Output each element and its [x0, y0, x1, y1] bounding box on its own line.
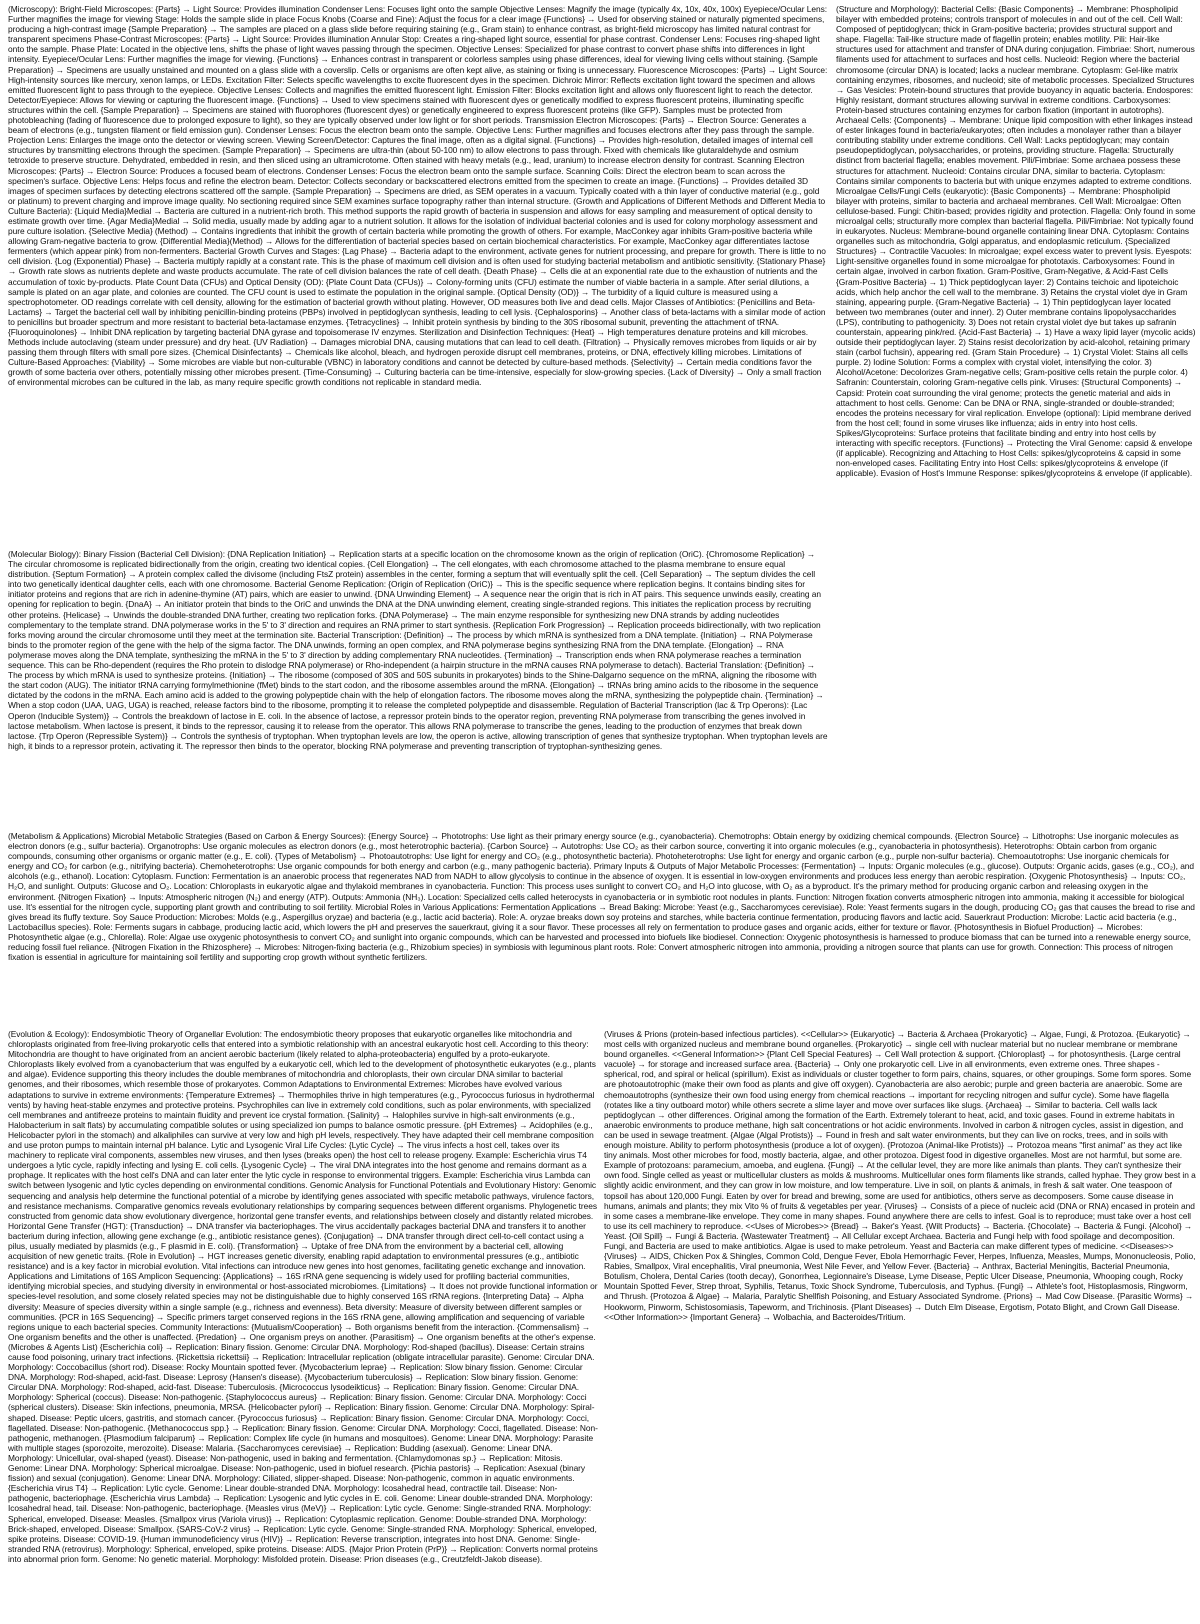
- structure-and-morphology-notes: (Structure and Morphology): Bacterial Cells: {Basic Components} → Membrane: Phospholipid bilayer with embedded proteins; controls transport of molecules in and out of the cell. Cell Wall: Composed of peptidoglycan; thick in Gram-positive bacteria; provides structural support and shape. Flagella: Tail-like structure made of flagellin protein; enables motility. Pili: Hair-like structures used for attachment and transfer of DNA during conjugation. Fimbriae: Short, numerous filaments used for attachment to surfaces and host cells. Nucleoid: Region where the bacterial chromosome (circular DNA) is located; lacks a nuclear membrane. Cytoplasm: Gel-like matrix containing enzymes, ribosomes, and nucleoid; site of metabolic processes. Specialized Structures → Gas Vesicles: Protein-bound structures that provide buoyancy in aquatic bacteria. Endospores: Highly resistant, dormant structures allowing survival in extreme conditions. Carboxysomes: Protein-based structures containing enzymes for carbon fixation (important in autotrophs). Archaeal Cells: {Components} → Membrane: Unique lipid composition with ether linkages instead of ester linkages found in bacteria/eukaryotes; often includes a monolayer rather than a bilayer contributing stability under extreme conditions. Cell Wall: Lacks peptidoglycan; may contain pseudopeptidoglycan, polysaccharides, or proteins, providing structure. Flagella: Structurally distinct from bacterial flagella; enables movement. Pili/Fimbriae: Some archaea possess these structures for attachment. Nucleoid: Contains circular DNA, similar to bacteria. Cytoplasm: Contains similar components to bacteria but with unique enzymes adapted to extreme conditions. Microalgae Cells/Fungi Cells (eukaryotic): {Basic Components} → Membrane: Phospholipid bilayer with proteins, similar to bacteria and archaeal membranes. Cell Wall: Microalgae: Often cellulose-based. Fungi: Chitin-based; provides rigidity and protection. Flagella: Only found in some microalgal cells; structurally more complex than bacterial flagella. Pili/Fimbriae: Not typically found in eukaryotes. Nucleus: Membrane-bound organelle containing linear DNA. Cytoplasm: Contains organelles such as mitochondria, Golgi apparatus, and endoplasmic reticulum. {Specialized Structures} → Contractile Vacuoles: In microalgae; expel excess water to prevent lysis. Eyespots: Light-sensitive organelles found in some microalgae for phototaxis. Carboxysomes: Found in certain algae, involved in carbon fixation. Gram-Positive, Gram-Negative, & Acid-Fast Cells {Gram-Positive Bacteria} → 1) Thick peptidoglycan layer: 2) Contains teichoic and lipoteichoic acids, which help anchor the cell wall to the membrane. 3) Retains the crystal violet dye in Gram staining, appearing purple. {Gram-Negative Bacteria} → 1) Thin peptidoglycan layer located between two membranes (outer and inner). 2) Outer membrane contains lipopolysaccharides (LPS), contributing to pathogenicity. 3) Does not retain crystal violet dye but takes up safranin counterstain, appearing pink/red. {Acid-Fast Bacteria} → 1) Have a waxy lipid layer (mycolic acids) outside their peptidoglycan layer. 2) Stains resist decolorization by acid-alcohol, retaining primary stain (carbol fuchsin), appearing red. {Gram Stain Procedure} → 1) Crystal Violet: Stains all cells purple. 2) Iodine Solution: Forms a complex with crystal violet, intensifying the color. 3) Alcohol/Acetone: Decolorizes Gram-negative cells; Gram-positive cells retain the purple color. 4) Safranin: Counterstain, coloring Gram-negative cells pink. Viruses: {Structural Components} → Capsid: Protein coat surrounding the viral genome; protects the genetic material and aids in attachment to host cells. Genome: Can be DNA or RNA, single-stranded or double-stranded; encodes the proteins necessary for viral replication. Envelope (optional): Lipid membrane derived from the host cell; found in some viruses like influenza; aids in entry into host cells. Spikes/Glycoproteins: Surface proteins that facilitate binding and entry into host cells by interacting with specific receptors. {Functions} → Protecting the Viral Genome: capsid & envelope (if applicable). Recognizing and Attaching to Host Cells: spikes/glycoproteins & capsid in some non-enveloped cases. Facilitating Entry into Host Cells: spikes/glycoproteins & envelope (if applicable). Evasion of Host's Immune Response: spikes/glycoproteins & envelope (if applicable).: [836, 4, 1196, 479]
- viruses-and-cell-types-notes: (Viruses & Prions (protein-based infectious particles). <<Cellular>> {Eukaryotic} → Bacteria & Archaea {Prokaryotic} → Algae, Fungi, & Protozoa. {Eukaryotic} → most cells with organized nucleus and membrane bound organelles. {Prokaryotic} → single cell with nuclear material but no nuclear membrane or membrane bound organelles. <<General Information>> {Plant Cell Special Features} → Cell Wall protection & support. {Chloroplast} → for photosynthesis. {Large central vacuole} → for storage and increased surface area. {Bacteria} → Only one prokaryotic cell. Live in all environments, even extreme ones. Three shapes - spherical, rod, and spiral or helical (spirillum). Exist as individuals or cluster together to form pairs, chains, squares, or other groupings. Some form spores. Some are photoautotrophic (make their own food as plants and give off oxygen). Cyanobacteria are also aerobic; purple and green bacteria are anaerobic. Some are chemoautotrophs (synthesize their own food using energy from chemical reactions → important for recycling nitrogen and sulfur cycle). Some have flagella (rotates like a tiny outboard motor) while others secrete a slime layer and move over surfaces like slugs. {Archaea} → Similar to bacteria. Cell walls lack peptidoglycan → other differences. Original among the formation of the Earth. Extremely tolerant to heat, acid, and toxic gases. Found in extreme habitats in anaerobic environments to produce methane, high salt concentrations or hot acidic environments. Involved in carbon & nitrogen cycles, assist in digestion, and can be used in sewage treatment. {Algae (Algal Protists)} → Found in fresh and salt water environments, but they can live on rocks, trees, and in soils with enough moisture. Ability to perform photosynthesis (produce a lot of oxygen). {Protozoa (Animal-like Protists)} → Protozoa means "first animal" as they act like tiny animals. Most other microbes for food, mostly bacteria, algae, and other protozoa. Digest food in digestive organelles. Most are not harmful, but some are. Example of protozoans: paramecium, amoeba, and euglena. {Fungi} → At the cellular level, they are more like animals than plants. They can't synthesize their own food. Single celled as yeast or multicellular clusters as molds & mushrooms. Multicellular ones form filaments like strands, called hyphae. They grow best in a slightly acidic environment, and they can grow in low moisture, and low temperature. Live in soil, on plants & animals, in fresh & salt water. One teaspoon of topsoil has about 120,000 Fungi. Eaten by over for bread and brewing, some are used for antibiotics, others serve as decomposers. Some cause disease in humans, animals and plants; they mix Vito % of fruits & vegetables per year. {Viruses} → Consists of a piece of nucleic acid (DNA or RNA) encased in protein and in some cases a membrane-like envelope. They come in many shapes. Found anywhere there are cells to infest. Goal is to reproduce; must take over a host cell to use its cell machinery to reproduce. <<Uses of Microbes>> {Bread} → Baker's Yeast. {Wilt Products} → Bacteria. {Chocolate} → Bacteria & Fungi. {Alcohol} → Yeast. {Oil Spill} → Fungi & Bacteria. {Wastewater Treatment} → All Cellular except Archaea. Bacteria and Fungi help with food spoilage and decomposition. Fungi, and Bacteria are used to make antibiotics. Algae is used to make petroleum. Yeast and Bacteria can make different types of medicine. <<Diseases>> {Viruses} → AIDS, Chicken Pox & Shingles, Common Cold, Dengue Fever, Ebola Hemorrhagic Fever, Herpes, Influenza, Measles, Mumps, Mononucleosis, Polio, Rabies, Smallpox, Viral encephalitis, Viral pneumonia, West Nile Fever, and Yellow Fever. {Bacteria} → Anthrax, Bacterial Meningitis, Bacterial Pneumonia, Botulism, Cholera, Dental Caries (tooth decay), Gonorrhea, Legionnaire's Disease, Lyme Disease, Peptic Ulcer Disease, Pneumonia, Whooping cough, Rocky Mountain Spotted Fever, Strep throat, Syphilis, Tetanus, Toxic Shock Syndrome, Tuberculosis, and Typhus. {Fungi} → Athlete's foot, Histoplasmosis, Ringworm, and Thrush. {Protozoa & Algae} → Malaria, Paralytic Shellfish Poisoning, and Estuary Associated Syndrome. {Prions} → Mad Cow Disease. {Parasitic Worms} → Hookworm, Pinworm, Schistosomiasis, Tapeworm, and Trichinosis. {Plant Diseases} → Dutch Elm Disease, Ergotism, Potato Blight, and Crown Gall Disease. <<Other Information>> {Important Genera} → Wolbachia, and Bacteroides/Tritium.: [604, 1029, 1196, 1322]
- microscopy-and-culture-notes: (Microscopy): Bright-Field Microscopes: {Parts} → Light Source: Provides illumination Condenser Lens: Focuses light onto the sample Objective Lenses: Magnify the image (typically 4x, 10x, 40x, 100x) Eyepiece/Ocular Lens: Further magnifies the image for viewing Stage: Holds the sample slide in place Focus Knobs (Coarse and Fine): Adjust the focus for a clear image {Functions} → Used for observing stained or naturally pigmented specimens, producing a high-contrast image {Sample Preparation} → The samples are placed on a glass slide before requiring staining (e.g., Gram stain) to enhance contrast, as bright-field microscopy has limited natural contrast for transparent specimens Phase-Contrast Microscopes: {Parts} → Light Source: Provides illumination Annular Stop: Creates a ring-shaped light source, essential for phase contrast. Condenser Lens: Focuses ring-shaped light onto the sample. Phase Plate: Located in the objective lens, shifts the phase of light waves passing through the specimen. Objective Lenses: Specialized for phase contrast to convert phase shifts into differences in light intensity. Eyepiece/Ocular Lens: Further magnifies the image for viewing. {Functions} → Enhances contrast in transparent or colorless samples using phase differences, ideal for viewing living cells without staining. {Sample Preparation} → Specimens are usually unstained and mounted on a glass slide with a coverslip. Cells or organisms are often kept alive, as staining or fixing is unnecessary. Fluorescence Microscopes: {Parts} → Light Source: High-intensity sources like mercury, xenon lamps, or LEDs. Excitation Filter: Selects specific wavelengths to excite fluorescent dyes in the specimen. Dichroic Mirror: Reflects excitation light toward the specimen and allows emitted fluorescent light to pass through to the eyepiece. Objective Lenses: Collects and magnifies the emitted fluorescent light. Emission Filter: Blocks excitation light and allows only fluorescent light to reach the detector. Detector/Eyepiece: Allows for viewing or capturing the fluorescent image. {Functions} → Used to view specimens stained with fluorescent dyes or genetically modified to express fluorescent proteins, illuminating specific structures within the cell. {Sample Preparation} → Specimens are stained with fluorophores (fluorescent dyes) or genetically engineered to express fluorescent proteins (like GFP). Samples must be protected from photobleaching (fading of fluorescence due to prolonged exposure to light), so they are typically observed under low light or for short periods. Transmission Electron Microscopes: {Parts} → Electron Source: Generates a beam of electrons (e.g., tungsten filament or field emission gun). Condenser Lenses: Focus the electron beam onto the sample. Objective Lens: Further magnifies and focuses electrons after they pass through the sample. Projection Lens: Enlarges the image onto the detector or viewing screen. Viewing Screen/Detector: Captures the final image, often as a digital signal. {Functions} → Provides high-resolution, detailed images of internal cell structures by transmitting electrons through the specimen. {Sample Preparation} → Specimens are ultra-thin (about 50-100 nm) to allow electrons to pass through. Fixed with chemicals like glutaraldehyde and osmium tetroxide to preserve structure. Dehydrated, embedded in resin, and then sliced using an ultramicrotome. Often stained with heavy metals (e.g., lead, uranium) to increase electron density for contrast. Scanning Electron Microscopes: {Parts} → Electron Source: Produces a focused beam of electrons. Condenser Lenses: Focus the electron beam onto the sample surface. Scanning Coils: Direct the electron beam to scan across the specimen's surface. Objective Lens: Helps focus and refine the electron beam. Detector: Collects secondary or backscattered electrons emitted from the specimen to create an image. {Functions} → Provides detailed 3D images of specimen surfaces by detecting electrons scattered off the sample. {Sample Preparation} → Specimens are dried, as SEM operates in a vacuum. Typically coated with a thin layer of conductive material (e.g., gold or platinum) to prevent charging and improve image quality. No sectioning required since SEM examines surface topography rather than internal structure. (Growth and Applications of Different Methods and Different Media to Culture Bacteria): {Liquid Media}Medial → Bacteria are cultured in a nutrient-rich broth. This method supports the rapid growth of bacteria in suspension and allows for easy sampling and measurement of optical density to estimate growth over time. {Agar Media}Medial → Solid media, usually made by adding agar to a nutrient solution. It allows for the isolation of individual bacterial colonies and is used for colony morphology assessment and pure culture isolation. {Selective Media} (Method) → Contains ingredients that inhibit the growth of certain bacteria while promoting the growth of others. For example, MacConkey agar inhibits Gram-positive bacteria while allowing Gram-negative bacteria to grow. {Differential Media}(Method) → Allows for the differentiation of bacterial species based on certain biochemical characteristics. For example, MacConkey agar differentiates lactose fermenters (which appear pink) from non-fermenters. Bacterial Growth Curves and Stages: {Lag Phase} → Bacteria adapt to the environment, activate genes for nutrient processing, and prepare for growth. There is little to no cell division. {Log (Exponential) Phase} → Bacteria multiply rapidly at a constant rate. This is the phase of maximum cell division and is often used for studying bacterial metabolism and antibiotic sensitivity. {Stationary Phase} → Growth rate slows as nutrients deplete and waste products accumulate. The rate of cell division balances the rate of cell death. {Death Phase} → Cells die at an exponential rate due to the exhaustion of nutrients and the accumulation of toxic by-products. Plate Count Data (CFUs) and Optical Density (OD): {Plate Count Data (CFUs)} → Colony-forming units (CFU) estimate the number of viable bacteria in a sample. After serial dilutions, a sample is plated on an agar plate, and colonies are counted. The CFU count is used to estimate the population in the original sample. {Optical Density (OD)} → The turbidity of a liquid culture is measured using a spectrophotometer. OD readings correlate with cell density, allowing for the estimation of bacterial growth without plating. However, OD measures both live and dead cells. Major Classes of Antibiotics: {Penicillins and Beta-Lactams} → Target the bacterial cell wall by inhibiting penicillin-binding proteins (PBPs) involved in peptidoglycan synthesis, leading to cell lysis. {Cephalosporins} → Another class of beta-lactams with a similar mode of action to penicillins but broader spectrum and more resistant to bacterial beta-lactamase enzymes. {Tetracyclines} → Inhibit protein synthesis by binding to the 30S ribosomal subunit, preventing the attachment of tRNA. {Fluoroquinolones} → Inhibit DNA replication by targeting bacterial DNA gyrase and topoisomerase IV enzymes. Sterilization and Disinfection Techniques: {Heat} → High temperatures denature proteins and kill microbes. Methods include autoclaving (steam under pressure) and dry heat. {UV Radiation} → Damages microbial DNA, causing mutations that can lead to cell death. {Filtration} → Physically removes microbes from liquids or air by passing them through filters with small pore sizes. {Chemical Disinfectants} → Chemicals like alcohol, bleach, and hydrogen peroxide disrupt cell membranes, proteins, or DNA, effectively killing microbes. Limitations of Culture-Based Approaches: {Viability} → Some microbes are viable but non-culturable (VBNC) in laboratory conditions and cannot be detected by culture-based methods. {Selectivity} → Certain media conditions favor the growth of some bacteria over others, potentially missing other microbes present. {Time-Consuming} → Culturing bacteria can be time-intensive, especially for slow-growing species. {Lack of Diversity} → Only a small fraction of environmental microbes can be cultured in the lab, as many require specific growth conditions not replicable in standard media.: [8, 4, 828, 388]
- evolution-and-ecology-notes: (Evolution & Ecology): Endosymbiotic Theory of Organellar Evolution: The endosymbiotic theory proposes that eukaryotic organelles like mitochondria and chloroplasts originated from free-living prokaryotic cells that entered into a symbiotic relationship with an ancestral eukaryotic host cell. According to this theory: Mitochondria are thought to have originated from an ancient aerobic bacterium (likely related to alpha-proteobacteria) engulfed by a proto-eukaryote. Chloroplasts likely evolved from a cyanobacterium that was engulfed by a eukaryotic cell, which led to the development of photosynthetic eukaryotes (e.g., plants and algae). Evidence supporting this theory includes the double membranes of mitochondria and chloroplasts, their own circular DNA similar to bacterial genomes, and their ribosomes, which resemble those of prokaryotes. Common Adaptations to Environmental Extremes: Microbes have evolved various adaptations to survive in extreme environments: {Temperature Extremes} → Thermophiles thrive in high temperatures (e.g., Pyrococcus furiosus in hydrothermal vents) by having heat-stable enzymes and protective proteins. Psychrophiles can live in extremely cold conditions, such as polar environments, with specialized cell membranes and antifreeze proteins to maintain fluidity and prevent ice crystal formation. {Salinity} → Halophiles survive in high-salt environments (e.g., Halobacterium in salt flats) by accumulating compatible solutes or using specialized ion pumps to balance osmotic pressure. {pH Extremes} → Acidophiles (e.g., Helicobacter pylori in the stomach) and alkaliphiles can survive at very low and high pH levels, respectively. They have adapted their cell membrane composition and use proton pumps to maintain internal pH balance. Lytic and Lysogenic Viral Life Cycles: {Lytic Cycle} → The virus infects a host cell, takes over its machinery to replicate viral components, assembles new viruses, and then lyses (breaks open) the host cell to release progeny. Example: Escherichia virus T4 undergoes a lytic cycle, rapidly infecting and lysing E. coli cells. {Lysogenic Cycle} → The viral DNA integrates into the host genome and remains dormant as a prophage. It replicates with the host cell's DNA and can later enter the lytic cycle in response to environmental triggers. Example: Escherichia virus Lambda can switch between lysogenic and lytic cycles depending on environmental conditions. Genomic Analysis for Functional Potentials and Evolutionary History: Genomic sequencing and analysis help determine the functional potential of a microbe by identifying genes associated with specific metabolic pathways, virulence factors, and resistance mechanisms. Comparative genomics reveals evolutionary relationships by comparing sequences between different organisms. Phylogenetic trees constructed from genomic data show evolutionary divergence, horizontal gene transfer events, and relationships between closely and distantly related microbes. Horizontal Gene Transfer (HGT): {Transduction} → DNA transfer via bacteriophages. The virus accidentally packages bacterial DNA and transfers it to another bacterium during infection, allowing gene exchange (e.g., antibiotic resistance genes). {Conjugation} → DNA transfer through direct cell-to-cell contact using a pilus, usually mediated by plasmids (e.g., F plasmid in E. coli). {Transformation} → Uptake of free DNA from the environment by a bacterial cell, allowing acquisition of new genetic traits. {Role in Evolution} → HGT increases genetic diversity, enabling rapid adaptation to environmental pressures (e.g., antibiotic resistance) and is a key factor in microbial evolution. Vital infections can introduce new genes into host genomes, facilitating genetic exchange and innovation. Applications and Limitations of 16S Amplicon Sequencing: {Applications} → 16S rRNA gene sequencing is widely used for profiling bacterial communities, identifying microbial species, and studying diversity in environmental or host-associated microbiomes. {Limitations} → It does not provide functional information or species-level resolution, and some closely related species may not be distinguishable due to highly conserved 16S rRNA regions. {Interpreting Data} → Alpha diversity: Measure of species diversity within a single sample (e.g., richness and evenness). Beta diversity: Measure of diversity between different samples or communities. {PCR in 16S Sequencing} → Specific primers target conserved regions in the 16S rRNA gene, allowing amplification and sequencing of variable regions unique to each bacterial species. Community Interactions: {Mutualism/Cooperation} → Both organisms benefit from the interaction. {Commensalism} → One organism benefits and the other is unaffected. {Predation} → One organism preys on another. {Parasitism} → One organism benefits at the other's expense. (Microbes & Agents List) {Escherichia coli} → Replication: Binary fission. Genome: Circular DNA. Morphology: Rod-shaped (bacillus). Disease: Certain strains cause food poisoning, urinary tract infections. {Rickettsia rickettsii} → Replication: Intracellular replication (obligate intracellular parasite). Genome: Circular DNA. Morphology: Coccobacillus (short rod). Disease: Rocky Mountain spotted fever. {Mycobacterium leprae} → Replication: Slow binary fission. Genome: Circular DNA. Morphology: Rod-shaped, acid-fast. Disease: Leprosy (Hansen's disease). {Mycobacterium tuberculosis} → Replication: Slow binary fission. Genome: Circular DNA. Morphology: Rod-shaped, acid-fast. Disease: Tuberculosis. {Micrococcus lysodeikticus} → Replication: Binary fission. Genome: Circular DNA. Morphology: Spherical (coccus). Disease: Non-pathogenic. {Staphylococcus aureus} → Replication: Binary fission. Genome: Circular DNA. Morphology: Cocci (spherical clusters). Disease: Skin infections, pneumonia, MRSA. {Helicobacter pylori} → Replication: Binary fission. Genome: Circular DNA. Morphology: Spiral-shaped. Disease: Peptic ulcers, gastritis, and stomach cancer. {Pyrococcus furiosus} → Replication: Binary fission. Genome: Circular DNA. Morphology: Cocci, flagellated. Disease: Non-pathogenic. {Methanococcus spp.} → Replication: Binary fission. Genome: Circular DNA. Morphology: Cocci, flagellated. Disease: Non-pathogenic, methanogen. {Plasmodium falciparum} → Replication: Complex life cycle (in humans and mosquitoes). Genome: Linear DNA. Morphology: Parasite with multiple stages (sporozoite, merozoite). Disease: Malaria. {Saccharomyces cerevisiae} → Replication: Budding (asexual). Genome: Linear DNA. Morphology: Unicellular, oval-shaped (yeast). Disease: Non-pathogenic, used in baking and fermentation. {Chlamydomonas sp.} → Replication: Mitosis. Genome: Linear DNA. Morphology: Spherical microalgae. Disease: Non-pathogenic, used in biofuel research. {Pichia pastoris} → Replication: Asexual (binary fission) and sexual (conjugation). Genome: Linear DNA. Morphology: Ciliated, slipper-shaped. Disease: Non-pathogenic, common in aquatic environments. {Escherichia virus T4} → Replication: Lytic cycle. Genome: Linear double-stranded DNA. Morphology: Icosahedral head, contractile tail. Disease: Non-pathogenic, bacteriophage. {Escherichia virus Lambda} → Replication: Lysogenic and lytic cycles in E. coli. Genome: Linear double-stranded DNA. Morphology: Icosahedral head, tail. Disease: Non-pathogenic, bacteriophage. {Measles virus (MeV)} → Replication: Lytic cycle. Genome: Single-stranded RNA. Morphology: Spherical, enveloped. Disease: Measles. {Smallpox virus (Variola virus)} → Replication: Cytoplasmic replication. Genome: Double-stranded DNA. Morphology: Brick-shaped, enveloped. Disease: Smallpox. {SARS-CoV-2 virus} → Replication: Lytic cycle. Genome: Single-stranded RNA. Morphology: Spherical, enveloped, spike proteins. Disease: COVID-19. {Human immunodeficiency virus (HIV)} → Replication: Reverse transcription, integrates into host DNA. Genome: Single-stranded RNA (retrovirus). Morphology: Spherical, enveloped, spike proteins. Disease: AIDS. {Major Prion Protein (PrP)} → Replication: Converts normal proteins into abnormal prion form. Genome: No genetic material. Morphology: Misfolded protein. Disease: Prion diseases (e.g., Creutzfeldt-Jakob disease).: [8, 1029, 598, 1564]
- molecular-biology-notes: (Molecular Biology): Binary Fission (Bacterial Cell Division): {DNA Replication Initiation} → Replication starts at a specific location on the chromosome known as the origin of replication (OriC). {Chromosome Replication} → The circular chromosome is replicated bidirectionally from the origin, creating two identical copies. {Cell Elongation} → The cell elongates, with each chromosome attached to the plasma membrane to ensure equal distribution. {Septum Formation} → A protein complex called the divisome (including FtsZ protein) assembles in the center, forming a septum that will eventually split the cell. {Cell Separation} → The septum divides the cell into two genetically identical daughter cells, each with one chromosome. Bacterial Genome Replication: {Origin of Replication (OriC)} → This is the specific sequence where replication begins. It contains binding sites for initiator proteins and regions that are rich in adenine-thymine (AT) pairs, which are easier to unwind. {DNA Unwinding Element} → A sequence near the origin that is rich in AT pairs. This sequence unwinds easily, creating an opening for replication to begin. {DnaA} → An initiator protein that binds to the OriC and unwinds the DNA at the DNA unwinding element, creating single-stranded regions. This initiates the replication process by recruiting other proteins. {Helicase} → Unwinds the double-stranded DNA further, creating two replication forks. {DNA Polymerase} → The main enzyme responsible for synthesizing new DNA strands by adding nucleotides complementary to the template strand. DNA polymerase works in the 5' to 3' direction and requires an RNA primer to start synthesis. {Replication Fork Progression} → Replication proceeds bidirectionally, with two replication forks moving around the circular chromosome until they meet at the termination site. Bacterial Transcription: {Definition} → The process by which mRNA is synthesized from a DNA template. {Initiation} → RNA Polymerase binds to the promoter region of the gene with the help of the sigma factor. The DNA unwinds, forming an open complex, and RNA polymerase begins synthesizing RNA from the DNA template. {Elongation} → RNA polymerase moves along the DNA template, synthesizing the mRNA in the 5' to 3' direction by adding complementary RNA nucleotides. {Termination} → Transcription ends when RNA polymerase reaches a termination sequence. This can be Rho-dependent (requires the Rho protein to dislodge RNA polymerase) or Rho-independent (a hairpin structure in the mRNA causes RNA polymerase to detach). Bacterial Translation: {Definition} → The process by which mRNA is used to synthesize proteins. {Initiation} → The ribosome (composed of 30S and 50S subunits in prokaryotes) binds to the Shine-Dalgarno sequence on the mRNA, aligning the ribosome with the start codon (AUG). The initiator tRNA carrying formylmethionine (fMet) binds to the start codon, and the ribosome assembles around the mRNA. {Elongation} → tRNAs bring amino acids to the ribosome in the sequence dictated by the codons in the mRNA. Each amino acid is added to the growing polypeptide chain with the help of elongation factors. The ribosome moves along the mRNA, synthesizing the polypeptide chain. {Termination} → When a stop codon (UAA, UAG, UGA) is reached, release factors bind to the ribosome, prompting it to release the completed polypeptide and disassemble. Regulation of Bacterial Transcription (lac & Trp Operons): {Lac Operon (Inducible System)} → Controls the breakdown of lactose in E. coli. In the absence of lactose, a repressor protein binds to the operator region, preventing RNA polymerase from transcribing the genes involved in lactose metabolism. When lactose is present, it binds to the repressor, causing it to release from the operator. This allows RNA polymerase to transcribe the genes, leading to the production of enzymes that break down lactose. {Trp Operon (Repressible System)} → Controls the synthesis of tryptophan. When tryptophan levels are low, the operon is active, allowing transcription of genes that synthesize tryptophan. When tryptophan levels are high, it binds to a repressor protein, activating it. The repressor then binds to the operator, blocking RNA polymerase and preventing transcription of tryptophan-synthesizing genes.: [8, 549, 828, 751]
- metabolism-and-applications-notes: (Metabolism & Applications) Microbial Metabolic Strategies (Based on Carbon & Energy Sources): {Energy Source} → Phototrophs: Use light as their primary energy source (e.g., cyanobacteria). Chemotrophs: Obtain energy by oxidizing chemical compounds. {Electron Source} → Lithotrophs: Use inorganic molecules as electron donors (e.g., sulfur bacteria). Organotrophs: Use organic molecules as electron donors (e.g., most heterotrophic bacteria). {Carbon Source} → Autotrophs: Use CO₂ as their carbon source, converting it into organic molecules (e.g., cyanobacteria in photosynthesis). Heterotrophs: Obtain carbon from organic compounds, consuming other organisms or organic matter (e.g., E. coli). {Types of Metabolism} → Photoautotrophs: Use light for energy and CO₂ (e.g., photosynthetic bacteria). Photoheterotrophs: Use light for energy and organic carbon (e.g., purple non-sulfur bacteria). Chemoautotrophs: Use inorganic chemicals for energy and CO₂ for carbon (e.g., nitrifying bacteria). Chemoheterotrophs: Use organic compounds for both energy and carbon (e.g., many pathogenic bacteria). Primary Inputs & Outputs of Major Metabolic Processes: {Fermentation} → Inputs: Organic molecules (e.g., glucose). Outputs: Organic acids, gases (e.g., CO₂), and alcohols (e.g., ethanol). Location: Cytoplasm. Function: Fermentation is an anaerobic process that regenerates NAD from NADH to allow glycolysis to continue in the absence of oxygen. It is essential in low-oxygen environments and produces less energy than aerobic respiration. {Oxygenic Photosynthesis} → Inputs: CO₂, H₂O, and sunlight. Outputs: Glucose and O₂. Location: Chloroplasts in eukaryotic algae and thylakoid membranes in cyanobacteria. Function: This process uses sunlight to convert CO₂ and H₂O into glucose, with O₂ as a byproduct. It's the primary method for producing organic carbon and releasing oxygen in the environment. {Nitrogen Fixation} → Inputs: Atmospheric nitrogen (N₂) and energy (ATP). Outputs: Ammonia (NH₃). Location: Specialized cells called heterocysts in cyanobacteria or in symbiotic root nodules in plants. Function: Nitrogen fixation converts atmospheric nitrogen into ammonia, making it accessible for biological use. It's essential for the nitrogen cycle, supporting plant growth and contributing to soil fertility. Microbial Roles in Various Applications: Fermentation Applications → Bread Baking: Microbe: Yeast (e.g., Saccharomyces cerevisiae). Role: Yeast ferments sugars in the dough, producing CO₂ gas that causes the bread to rise and gives bread its fluffy texture. Soy Sauce Production: Microbes: Molds (e.g., Aspergillus oryzae) and bacteria (e.g., lactic acid bacteria). Role: A. oryzae breaks down soy proteins and starches, while bacteria continue fermentation, producing flavors and lactic acid. Sauerkraut Production: Microbe: Lactic acid bacteria (e.g., Lactobacillus species). Role: Ferments sugars in cabbage, producing lactic acid, which lowers the pH and preserves the sauerkraut, giving it a sour flavor. These processes all rely on fermentation to produce gases and organic acids, either for texture or flavor. {Photosynthesis in Biofuel Production} → Microbes: Photosynthetic algae (e.g., Chlorella). Role: Algae use oxygenic photosynthesis to convert CO₂ and sunlight into organic compounds, which can be harvested and processed into biofuels like biodiesel. Connection: Oxygenic photosynthesis is harnessed to produce biomass that can be turned into a renewable energy source, reducing fossil fuel reliance. {Nitrogen Fixation in the Rhizosphere} → Microbes: Nitrogen-fixing bacteria (e.g., Rhizobium species) in symbiosis with leguminous plant roots. Role: Convert atmospheric nitrogen into ammonia, providing a nitrogen source that plants can use for growth. Connection: This process of nitrogen fixation is essential in agriculture for maintaining soil fertility and supporting crop growth without synthetic fertilizers.: [8, 831, 1195, 963]
